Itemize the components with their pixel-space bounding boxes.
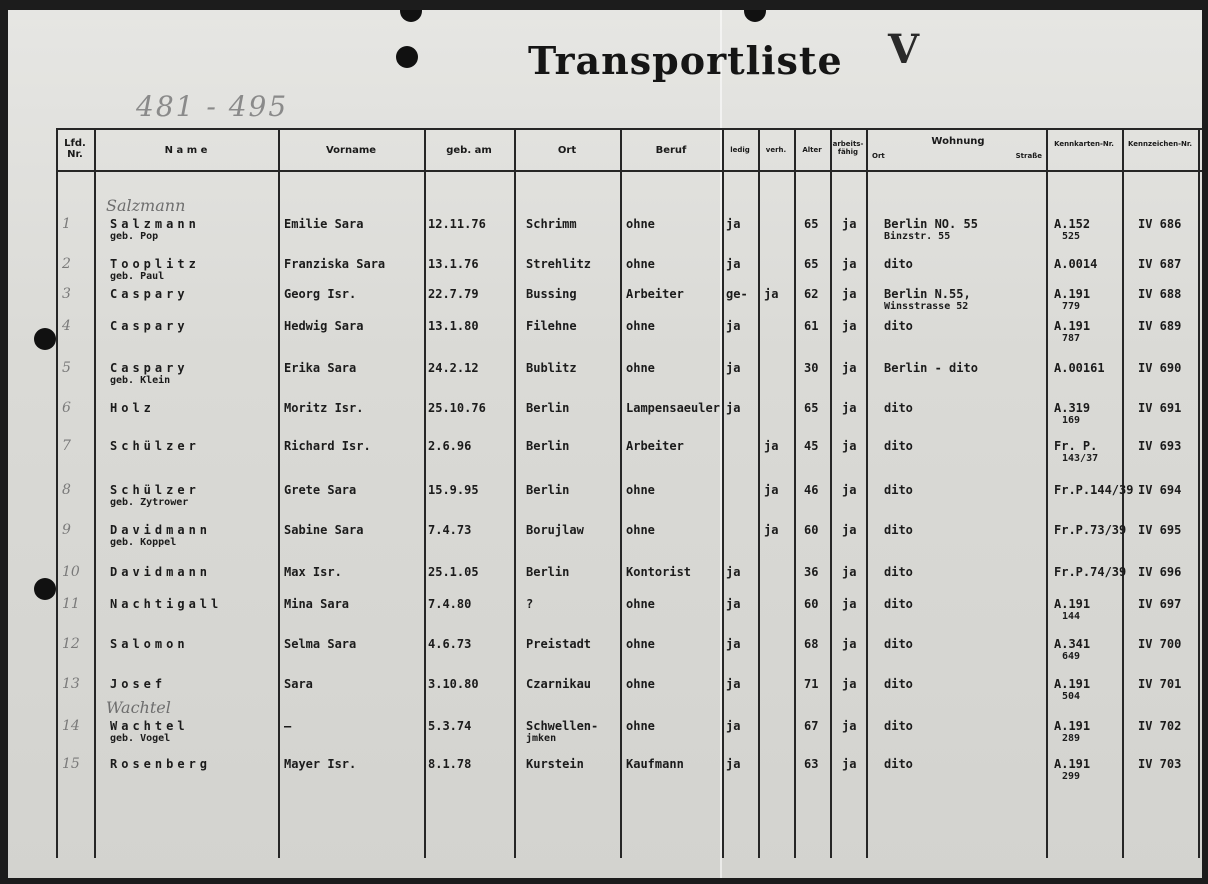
cell-vorname: Mina Sara — [284, 597, 350, 611]
cell-kz: IV 686 — [1138, 217, 1182, 231]
cell-kenn2: 143/37 — [1062, 453, 1099, 464]
cell-kz: IV 702 — [1138, 719, 1182, 733]
column-divider — [722, 130, 724, 858]
cell-ort: Preistadt — [526, 637, 592, 651]
header-wohnung: Wohnung — [931, 136, 985, 147]
cell-ort: Bussing — [526, 287, 577, 301]
cell-wohnung: dito — [884, 483, 913, 497]
cell-wohnung: Berlin NO. 55 — [884, 217, 978, 231]
cell-geb: 4.6.73 — [428, 637, 472, 651]
cell-kz: IV 688 — [1138, 287, 1182, 301]
cell-ort: Schrimm — [526, 217, 577, 231]
column-divider — [514, 130, 516, 858]
cell-geb: 22.7.79 — [428, 287, 479, 301]
cell-arb: ja — [842, 287, 857, 301]
lid-nr: 5 — [62, 360, 71, 376]
cell-beruf: ohne — [626, 319, 655, 333]
cell-name2: geb. Vogel — [110, 733, 171, 744]
header-arbeitsfaehig: arbeits-fähig — [832, 140, 864, 156]
cell-name: Caspary — [110, 287, 189, 301]
lid-nr: 15 — [62, 756, 80, 772]
header-wohnung-ort: Ort — [872, 152, 885, 160]
cell-verh: ja — [764, 287, 779, 301]
cell-vorname: Erika Sara — [284, 361, 357, 375]
column-divider — [94, 130, 96, 858]
cell-geb: 15.9.95 — [428, 483, 479, 497]
header-lid-nr: Lfd. Nr. — [64, 138, 86, 160]
cell-geb: 25.1.05 — [428, 565, 479, 579]
cell-wohnung2: Winsstrasse 52 — [884, 301, 969, 312]
cell-vorname: Selma Sara — [284, 637, 357, 651]
lid-nr: 14 — [62, 718, 80, 734]
cell-vorname: Hedwig Sara — [284, 319, 364, 333]
cell-wohnung: dito — [884, 719, 913, 733]
cell-name2: geb. Klein — [110, 375, 171, 386]
cell-ort: ? — [526, 597, 534, 611]
header-kennzeichen-nr: Kennzeichen-Nr. — [1128, 140, 1192, 148]
cell-vorname: Mayer Isr. — [284, 757, 357, 771]
cell-kenn2: 289 — [1062, 733, 1081, 744]
cell-kz: IV 695 — [1138, 523, 1182, 537]
cell-wohnung: dito — [884, 677, 913, 691]
cell-kenn: A.191 — [1054, 757, 1091, 771]
cell-arb: ja — [842, 483, 857, 497]
cell-arb: ja — [842, 637, 857, 651]
cell-ledig: ja — [726, 217, 741, 231]
table-top-border — [56, 128, 1202, 130]
cell-name2: geb. Pop — [110, 231, 159, 242]
cell-alter: 65 — [804, 401, 819, 415]
cell-verh: ja — [764, 439, 779, 453]
cell-name: Schülzer — [110, 439, 200, 453]
cell-kenn2: 169 — [1062, 415, 1081, 426]
cell-name: Holz — [110, 401, 155, 415]
header-verh: verh. — [765, 146, 787, 154]
column-divider — [424, 130, 426, 858]
cell-ledig: ja — [726, 319, 741, 333]
cell-alter: 45 — [804, 439, 819, 453]
cell-kenn: Fr.P.74/39 — [1054, 565, 1127, 579]
cell-name2: geb. Zytrower — [110, 497, 189, 508]
cell-geb: 25.10.76 — [428, 401, 486, 415]
cell-wohnung: dito — [884, 439, 913, 453]
column-divider — [620, 130, 622, 858]
punch-hole — [400, 10, 422, 22]
lid-nr: 3 — [62, 286, 71, 302]
header-bottom-border — [56, 170, 1202, 172]
cell-vorname: Sabine Sara — [284, 523, 364, 537]
column-divider — [830, 130, 832, 858]
handwritten-note: Salzmann — [106, 196, 186, 215]
cell-ort: Berlin — [526, 439, 570, 453]
cell-ort: Filehne — [526, 319, 577, 333]
cell-ledig: ja — [726, 637, 741, 651]
header-wohnung-strasse: Straße — [1015, 152, 1042, 160]
cell-name: Rosenberg — [110, 757, 212, 771]
column-divider — [866, 130, 868, 858]
cell-name: Caspary — [110, 319, 189, 333]
cell-name: Wachtel — [110, 719, 189, 733]
cell-ort: Bublitz — [526, 361, 577, 375]
cell-arb: ja — [842, 757, 857, 771]
cell-kz: IV 690 — [1138, 361, 1182, 375]
cell-arb: ja — [842, 677, 857, 691]
cell-name: Caspary — [110, 361, 189, 375]
cell-kenn: A.00161 — [1054, 361, 1105, 375]
cell-kz: IV 687 — [1138, 257, 1182, 271]
cell-arb: ja — [842, 361, 857, 375]
handwritten-range: 481 - 495 — [136, 90, 289, 123]
cell-wohnung: dito — [884, 637, 913, 651]
lid-nr: 7 — [62, 438, 71, 454]
cell-kenn: Fr. P. — [1054, 439, 1098, 453]
cell-kenn: A.152 — [1054, 217, 1091, 231]
cell-arb: ja — [842, 597, 857, 611]
cell-beruf: ohne — [626, 677, 655, 691]
cell-kz: IV 693 — [1138, 439, 1182, 453]
cell-ort: Strehlitz — [526, 257, 592, 271]
header-ort: Ort — [557, 145, 577, 156]
cell-verh: ja — [764, 483, 779, 497]
lid-nr: 8 — [62, 482, 71, 498]
column-divider — [1046, 130, 1048, 858]
cell-wohnung: Berlin N.55, — [884, 287, 971, 301]
cell-ledig: ja — [726, 565, 741, 579]
cell-kz: IV 691 — [1138, 401, 1182, 415]
cell-vorname: Moritz Isr. — [284, 401, 364, 415]
cell-beruf: ohne — [626, 523, 655, 537]
cell-alter: 61 — [804, 319, 819, 333]
cell-arb: ja — [842, 439, 857, 453]
cell-name: Salzmann — [110, 217, 200, 231]
cell-vorname: Emilie Sara — [284, 217, 364, 231]
column-divider — [1198, 130, 1200, 858]
cell-wohnung: dito — [884, 401, 913, 415]
cell-ledig: ja — [726, 401, 741, 415]
cell-beruf: ohne — [626, 217, 655, 231]
cell-name: Tooplitz — [110, 257, 200, 271]
cell-kenn2: 525 — [1062, 231, 1081, 242]
cell-kenn2: 779 — [1062, 301, 1081, 312]
cell-beruf: Arbeiter — [626, 439, 684, 453]
lid-nr: 13 — [62, 676, 80, 692]
cell-kenn: A.191 — [1054, 597, 1091, 611]
cell-kz: IV 700 — [1138, 637, 1182, 651]
cell-alter: 71 — [804, 677, 819, 691]
corner-mark: V — [888, 26, 920, 73]
cell-kenn2: 649 — [1062, 651, 1081, 662]
cell-kenn: Fr.P.73/39 — [1054, 523, 1127, 537]
cell-beruf: ohne — [626, 597, 655, 611]
cell-alter: 30 — [804, 361, 819, 375]
punch-hole — [744, 10, 766, 22]
cell-arb: ja — [842, 257, 857, 271]
cell-kenn: A.319 — [1054, 401, 1091, 415]
lid-nr: 2 — [62, 256, 71, 272]
cell-wohnung: dito — [884, 565, 913, 579]
cell-name: Salomon — [110, 637, 189, 651]
lid-nr: 11 — [62, 596, 80, 612]
lid-nr: 12 — [62, 636, 80, 652]
cell-alter: 60 — [804, 523, 819, 537]
cell-verh: ja — [764, 523, 779, 537]
lid-nr: 10 — [62, 564, 80, 580]
cell-kenn: A.191 — [1054, 719, 1091, 733]
cell-geb: 5.3.74 — [428, 719, 472, 733]
column-divider — [758, 130, 760, 858]
lid-nr: 6 — [62, 400, 71, 416]
cell-arb: ja — [842, 523, 857, 537]
column-divider — [278, 130, 280, 858]
cell-geb: 3.10.80 — [428, 677, 479, 691]
cell-name: Davidmann — [110, 523, 212, 537]
cell-kenn: A.191 — [1054, 287, 1091, 301]
header-geb-am: geb. am — [446, 145, 492, 156]
cell-ort: Schwellen- — [526, 719, 599, 733]
cell-geb: 7.4.80 — [428, 597, 472, 611]
cell-kenn: A.0014 — [1054, 257, 1098, 271]
cell-alter: 46 — [804, 483, 819, 497]
cell-name: Josef — [110, 677, 167, 691]
cell-vorname: Georg Isr. — [284, 287, 357, 301]
punch-hole — [396, 46, 418, 68]
cell-beruf: Lampensaeuler — [626, 401, 720, 415]
cell-wohnung: dito — [884, 597, 913, 611]
cell-ledig: ja — [726, 597, 741, 611]
cell-vorname: Richard Isr. — [284, 439, 371, 453]
cell-wohnung: dito — [884, 757, 913, 771]
column-divider — [56, 130, 58, 858]
lid-nr: 1 — [62, 216, 71, 232]
cell-kenn: A.341 — [1054, 637, 1091, 651]
cell-ort: Berlin — [526, 483, 570, 497]
header-ledig: ledig — [730, 146, 750, 154]
cell-alter: 65 — [804, 257, 819, 271]
lid-nr: 4 — [62, 318, 71, 334]
cell-kenn2: 787 — [1062, 333, 1081, 344]
cell-arb: ja — [842, 719, 857, 733]
cell-kenn: A.191 — [1054, 319, 1091, 333]
cell-ort: Berlin — [526, 401, 570, 415]
punch-hole — [34, 328, 56, 350]
document-title: Transportliste — [528, 38, 843, 83]
cell-beruf: ohne — [626, 719, 655, 733]
cell-beruf: ohne — [626, 483, 655, 497]
cell-alter: 60 — [804, 597, 819, 611]
header-beruf: Beruf — [655, 145, 687, 156]
cell-wohnung: dito — [884, 257, 913, 271]
cell-ledig: ja — [726, 361, 741, 375]
column-divider — [794, 130, 796, 858]
cell-kz: IV 694 — [1138, 483, 1182, 497]
cell-arb: ja — [842, 217, 857, 231]
cell-vorname: Sara — [284, 677, 313, 691]
handwritten-note: Wachtel — [106, 698, 171, 717]
cell-beruf: Arbeiter — [626, 287, 684, 301]
cell-beruf: ohne — [626, 637, 655, 651]
cell-wohnung2: Binzstr. 55 — [884, 231, 951, 242]
cell-beruf: Kontorist — [626, 565, 692, 579]
cell-wohnung: dito — [884, 523, 913, 537]
cell-geb: 12.11.76 — [428, 217, 486, 231]
cell-geb: 24.2.12 — [428, 361, 479, 375]
cell-arb: ja — [842, 565, 857, 579]
cell-geb: 13.1.80 — [428, 319, 479, 333]
cell-ort: Borujlaw — [526, 523, 584, 537]
cell-name2: geb. Koppel — [110, 537, 177, 548]
cell-geb: 8.1.78 — [428, 757, 472, 771]
header-name: N a m e — [164, 145, 208, 156]
transport-list-document — [8, 10, 1202, 878]
cell-kz: IV 701 — [1138, 677, 1182, 691]
cell-kenn2: 144 — [1062, 611, 1081, 622]
cell-beruf: Kaufmann — [626, 757, 684, 771]
cell-kenn2: 299 — [1062, 771, 1081, 782]
header-vorname: Vorname — [325, 145, 377, 156]
cell-ledig: ge- — [726, 287, 748, 301]
cell-alter: 68 — [804, 637, 819, 651]
cell-vorname: Franziska Sara — [284, 257, 386, 271]
header-alter: Alter — [802, 146, 822, 154]
cell-geb: 13.1.76 — [428, 257, 479, 271]
cell-wohnung: Berlin - dito — [884, 361, 978, 375]
cell-name: Davidmann — [110, 565, 212, 579]
cell-arb: ja — [842, 319, 857, 333]
cell-beruf: ohne — [626, 361, 655, 375]
cell-alter: 65 — [804, 217, 819, 231]
cell-ledig: ja — [726, 719, 741, 733]
lid-nr: 9 — [62, 522, 71, 538]
cell-kenn: Fr.P.144/39 — [1054, 483, 1134, 497]
cell-vorname: Grete Sara — [284, 483, 357, 497]
cell-alter: 62 — [804, 287, 819, 301]
cell-ledig: ja — [726, 757, 741, 771]
cell-ort2: jmken — [526, 733, 557, 744]
cell-beruf: ohne — [626, 257, 655, 271]
cell-geb: 7.4.73 — [428, 523, 472, 537]
cell-alter: 63 — [804, 757, 819, 771]
cell-ort: Berlin — [526, 565, 570, 579]
cell-arb: ja — [842, 401, 857, 415]
cell-kz: IV 697 — [1138, 597, 1182, 611]
cell-vorname: — — [284, 719, 292, 733]
header-kennkarten-nr: Kennkarten-Nr. — [1054, 140, 1114, 148]
cell-alter: 67 — [804, 719, 819, 733]
cell-ledig: ja — [726, 677, 741, 691]
cell-ort: Kurstein — [526, 757, 584, 771]
cell-kz: IV 689 — [1138, 319, 1182, 333]
cell-kenn: A.191 — [1054, 677, 1091, 691]
cell-alter: 36 — [804, 565, 819, 579]
cell-kenn2: 504 — [1062, 691, 1081, 702]
cell-name: Schülzer — [110, 483, 200, 497]
cell-geb: 2.6.96 — [428, 439, 472, 453]
punch-hole — [34, 578, 56, 600]
cell-ort: Czarnikau — [526, 677, 592, 691]
cell-name: Nachtigall — [110, 597, 223, 611]
cell-ledig: ja — [726, 257, 741, 271]
cell-vorname: Max Isr. — [284, 565, 342, 579]
cell-kz: IV 703 — [1138, 757, 1182, 771]
cell-name2: geb. Paul — [110, 271, 165, 282]
cell-wohnung: dito — [884, 319, 913, 333]
cell-kz: IV 696 — [1138, 565, 1182, 579]
